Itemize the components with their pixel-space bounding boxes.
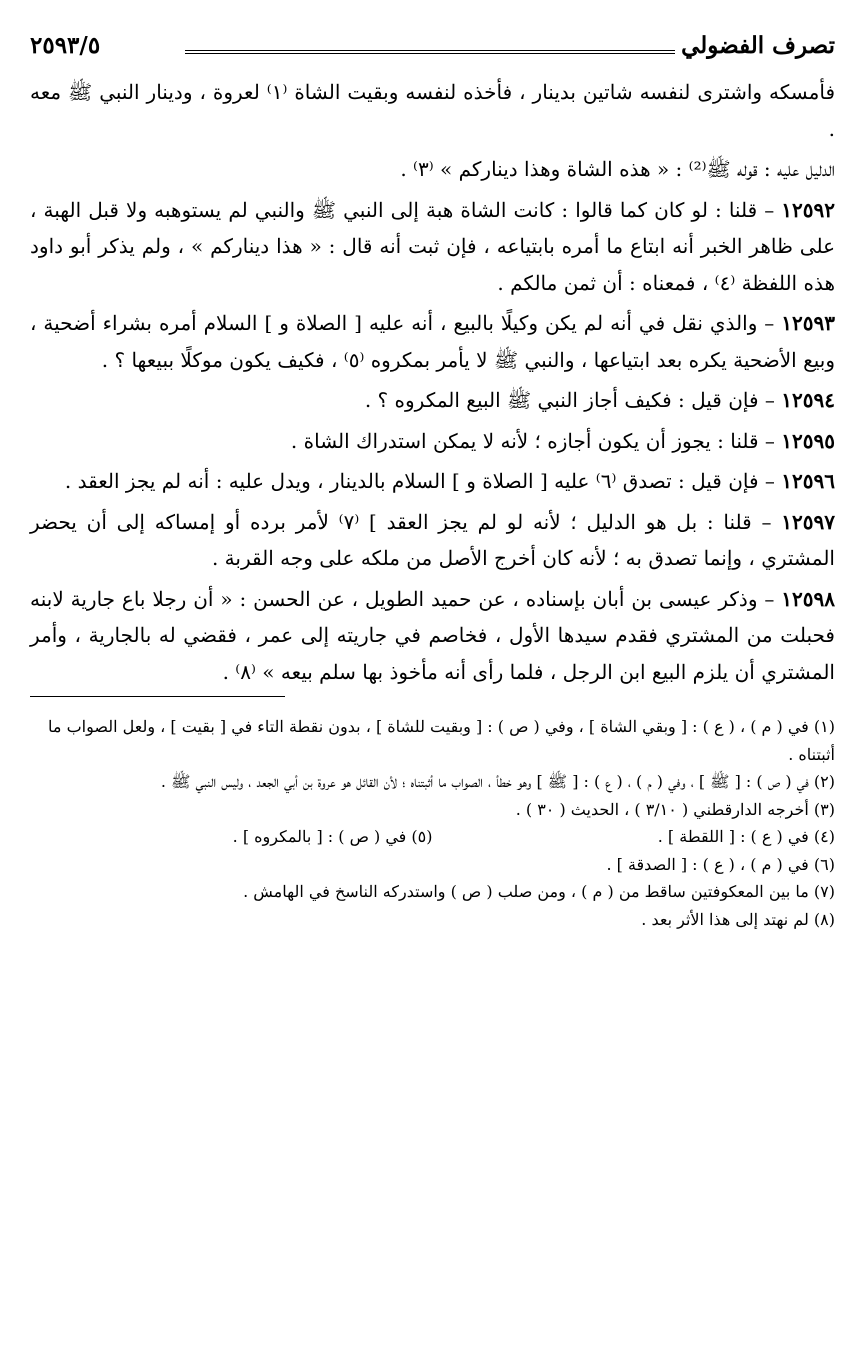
paragraph (30, 305, 835, 378)
paragraph-number: ١٢٥٩٧ (781, 509, 836, 534)
footnote: (٧) ما بين المعكوفتين ساقط من ( م ) ، ومن صلب ( ص ) واستدركه الناسخ في الهامش . (243, 882, 835, 901)
paragraph (30, 463, 835, 500)
paragraph-text: – قلنا : لو كان كما قالوا : كانت الشاة هبة إلى النبي ﷺ والنبي لم يستوهبه ولا قبل الهبة ، على ظاهر الخبر أنه ابتاع ما أمره بابتياعه ، فإن ثبت أنه قال : « هذا ديناركم » ، ولم يذكر أبو داود هذه اللفظة ⁽٤⁾ ، فمعناه : أن ثمن مالكم . (30, 197, 835, 295)
paragraph-text: فأمسكه واشترى لنفسه شاتين بدينار ، فأخذه لنفسه وبقيت الشاة ⁽١⁾ لعروة ، ودينار النبي ﷺ معه . (30, 80, 836, 141)
paragraph (30, 581, 835, 691)
paragraph-number: ١٢٥٩٨ (781, 586, 835, 611)
paragraph-text: الدليل عليه : قوله ﷺ⁽²⁾ : « هذه الشاة وهذا ديناركم » ⁽٣⁾ . (400, 157, 835, 181)
page-number: ٢٥٩٣/٥ (30, 32, 101, 59)
paragraph-number: ١٢٥٩٦ (781, 469, 835, 493)
footnote: (١) في ( م ) ، ( ع ) : [ وبقي الشاة ] ، وفي ( ص ) : [ وبقيت للشاة ] ، بدون نقطة التاء في [ بقيت ] ، ولعل الصواب ما أثبتناه . (48, 717, 835, 764)
footnotes (30, 713, 835, 933)
footnote-separator (30, 696, 285, 697)
page (30, 22, 835, 933)
paragraph (30, 192, 835, 302)
paragraph (30, 382, 835, 419)
paragraph-text: – قلنا : بل هو الدليل ؛ لأنه لو لم يجز العقد ] ⁽٧⁾ لأمر برده أو إمساكه إلى أن يحضر المشتري ، وإنما تصدق به ؛ لأنه كان أخرج الأصل من ملكه على وجه القربة . (30, 509, 835, 570)
footnote: (٦) في ( م ) ، ( ع ) : [ الصدقة ] . (606, 854, 835, 874)
footnote: (٥) في ( ص ) : [ بالمكروه ] . (232, 827, 433, 846)
header-rule (185, 50, 675, 54)
paragraph-number: ١٢٥٩٥ (781, 428, 835, 453)
paragraph (30, 151, 835, 188)
paragraph-text: – فإن قيل : تصدق ⁽٦⁾ عليه [ الصلاة و ] السلام بالدينار ، ويدل عليه : أنه لم يجز العقد . (64, 469, 775, 493)
paragraph-text: – والذي نقل في أنه لم يكن وكيلًا بالبيع ، أنه عليه [ الصلاة و ] السلام أمره بشراء أضحية ، وبيع الأضحية يكره بعد ابتياعها ، والنبي ﷺ لا يأمر بمكروه ⁽٥⁾ ، فكيف يكون موكلًا ببيعها ؟ . (30, 311, 835, 372)
running-title: تصرف الفضولي (681, 32, 835, 59)
paragraph (30, 74, 835, 147)
footnote: (٢) في ( ص ) : [ ﷺ ] ، وفي ( م ) ، ( ع ) : [ ﷺ ] وهو خطأ ، الصواب ما أثبتناه ؛ لأن القائل هو عروة بن أبي الجعد ، وليس النبي ﷺ . (160, 772, 835, 791)
paragraph-text: – وذكر عيسى بن أبان بإسناده ، عن حميد الطويل ، عن الحسن : « أن رجلا باع جارية لابنه فحبلت من المشتري فقدم سيدها الأول ، فخاصم في جاريته إلى عمر ، فقضي له بالجارية ، وأمر المشتري أن يلزم البيع ابن الرجل ، فلما رأى أنه مأخوذ بها سلم بيعه » ⁽٨⁾ . (30, 586, 835, 684)
paragraph (30, 504, 835, 577)
paragraph-number: ١٢٥٩٣ (781, 311, 835, 335)
paragraph-text: – فإن قيل : فكيف أجاز النبي ﷺ البيع المكروه ؟ . (364, 388, 775, 412)
page-header (30, 22, 835, 70)
paragraph-number: ١٢٥٩٢ (781, 197, 835, 222)
main-text (30, 74, 835, 690)
paragraph-number: ١٢٥٩٤ (781, 388, 835, 412)
footnote: (٤) في ( ع ) : [ اللقطة ] . (657, 827, 835, 846)
footnote: (٨) لم نهتد إلى هذا الأثر بعد . (641, 909, 835, 929)
footnote-row (30, 823, 835, 851)
paragraph (30, 423, 835, 460)
footnote: (٣) أخرجه الدارقطني ( ٣/١٠ ) ، الحديث ( ٣٠ ) . (515, 799, 835, 819)
paragraph-text: – قلنا : يجوز أن يكون أجازه ؛ لأنه لا يمكن استدراك الشاة . (290, 428, 775, 453)
